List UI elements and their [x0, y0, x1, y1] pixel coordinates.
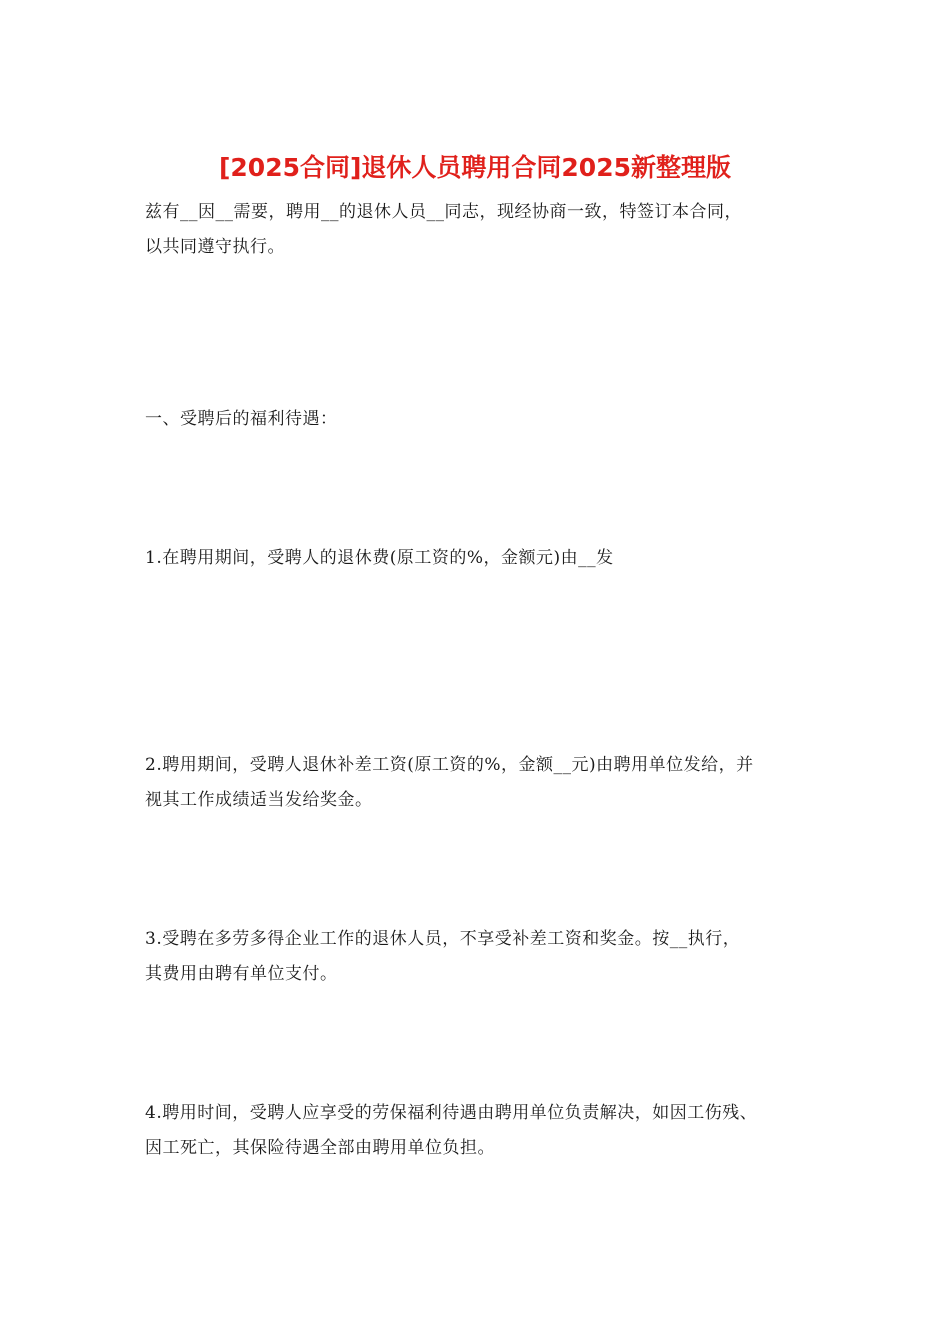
clause-2-line-2: 视其工作成绩适当发给奖金。	[145, 790, 373, 810]
clause-4-line-1: 4.聘用时间，受聘人应享受的劳保福利待遇由聘用单位负责解决，如因工伤残、	[145, 1103, 758, 1123]
clause-3-line-2: 其费用由聘有单位支付。	[145, 964, 338, 984]
clause-3-paragraph	[145, 922, 815, 992]
clause-1-line-1: 1.在聘用期间，受聘人的退休费(原工资的%，金额元)由__发	[145, 548, 614, 568]
intro-line-1: 兹有__因__需要，聘用__的退休人员__同志，现经协商一致，特签订本合同，	[145, 202, 742, 222]
clause-2-line-1: 2.聘用期间，受聘人退休补差工资(原工资的%，金额__元)由聘用单位发给，并	[145, 755, 754, 775]
intro-paragraph	[145, 195, 815, 265]
clause-3-line-1: 3.受聘在多劳多得企业工作的退休人员，不享受补差工资和奖金。按__执行，	[145, 929, 741, 949]
document-title: [2025合同]退休人员聘用合同2025新整理版	[218, 153, 731, 182]
clause-2-paragraph	[145, 748, 815, 818]
section-1-heading-text: 一、受聘后的福利待遇：	[145, 409, 338, 429]
section-1-heading	[145, 402, 815, 437]
clause-1-paragraph	[145, 541, 815, 576]
clause-4-line-2: 因工死亡，其保险待遇全部由聘用单位负担。	[145, 1138, 495, 1158]
clause-4-paragraph	[145, 1096, 815, 1166]
intro-line-2: 以共同遵守执行。	[145, 237, 285, 257]
